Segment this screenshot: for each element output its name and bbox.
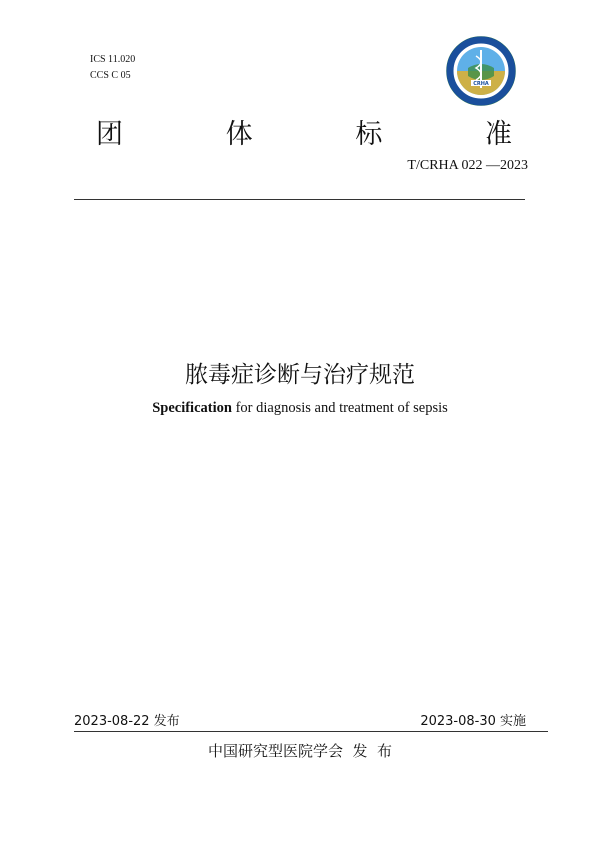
standard-type-char: 标 <box>355 119 383 150</box>
document-title-en <box>0 400 600 417</box>
logo-abbrev: CRHA <box>473 81 489 87</box>
publish-date: 2023-08-22 发布 <box>74 714 180 729</box>
footer-divider <box>74 731 548 732</box>
publisher: 中国研究型医院学会 发 布 <box>207 742 393 760</box>
implement-date: 2023-08-30 实施 <box>420 714 526 729</box>
header-divider <box>74 199 525 200</box>
ccs-code: CCS C 05 <box>90 70 131 81</box>
standard-type-heading <box>96 112 512 152</box>
title-en-bold: Specification <box>152 400 232 416</box>
association-logo <box>446 36 516 106</box>
classification-codes <box>90 52 135 84</box>
ics-code: ICS 11.020 <box>90 54 136 65</box>
document-title-cn: 脓毒症诊断与治疗规范 <box>185 362 415 388</box>
standard-number: T/CRHA 022 —2023 <box>407 158 528 173</box>
standard-type-char: 体 <box>225 119 253 150</box>
standard-type-char: 准 <box>484 119 512 150</box>
title-en-rest: for diagnosis and treatment of sepsis <box>231 400 448 416</box>
standard-type-char: 团 <box>96 119 123 150</box>
